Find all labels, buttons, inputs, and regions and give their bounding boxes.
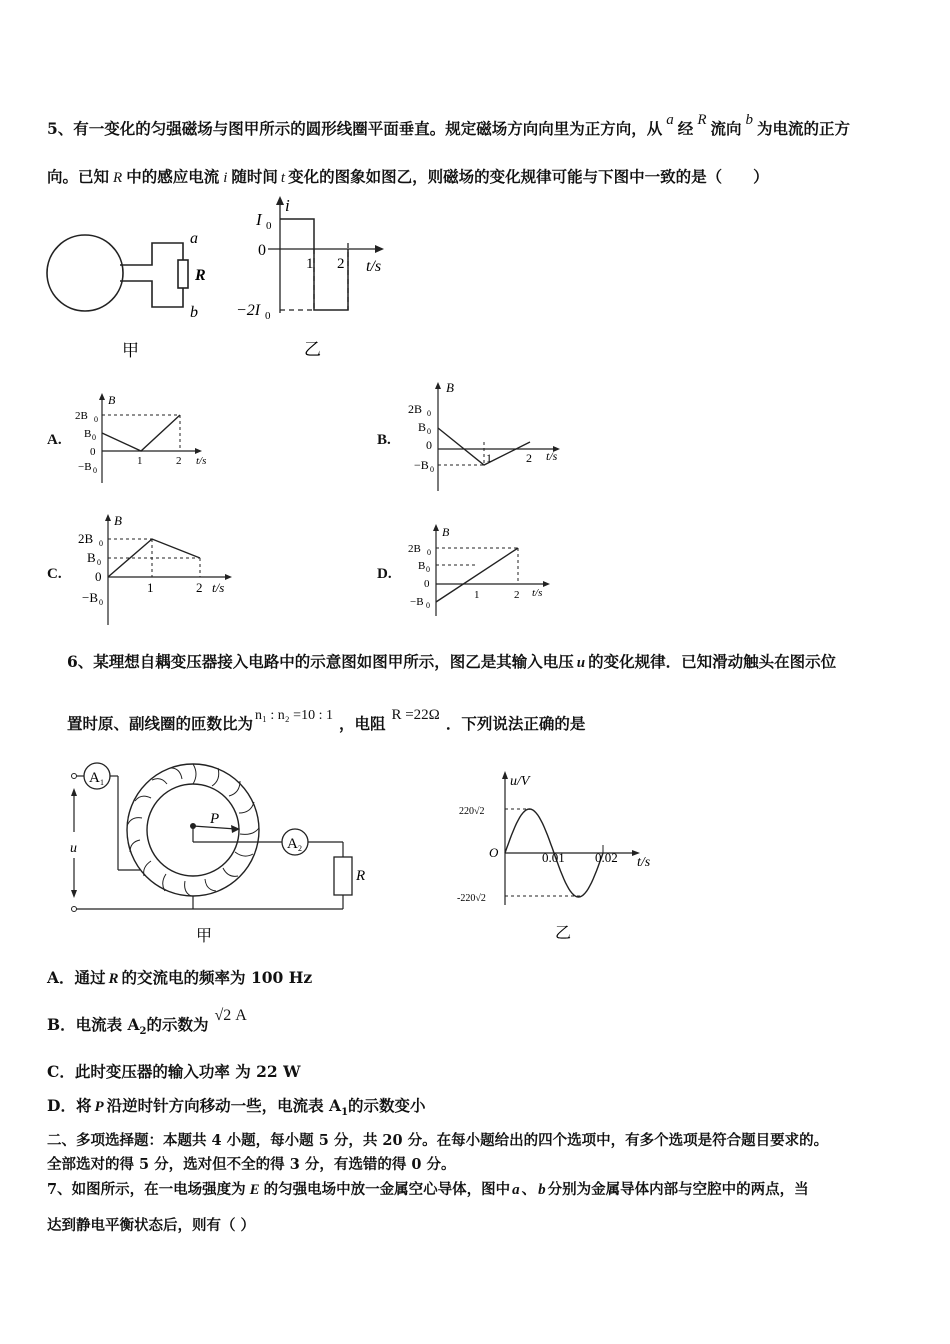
svg-text:2: 2 [196, 580, 203, 595]
svg-text:1: 1 [137, 455, 143, 467]
svg-text:t/s: t/s [546, 449, 558, 463]
svg-text:0: 0 [426, 438, 432, 452]
svg-text:A: A [287, 836, 298, 852]
b-curve [102, 415, 180, 451]
svg-text:2B: 2B [75, 410, 88, 422]
svg-text:0: 0 [427, 427, 431, 436]
svg-text:0: 0 [427, 548, 431, 557]
label-a: a [190, 230, 198, 247]
svg-text:0: 0 [266, 220, 272, 232]
q6-option-c[interactable]: C．此时变压器的输入功率 为 22 W [47, 1062, 301, 1081]
svg-text:220√2: 220√2 [459, 806, 485, 817]
svg-text:B: B [87, 550, 96, 565]
svg-text:0: 0 [99, 598, 103, 607]
q5-line2: 向。已知 R 中的感应电流 i 随时间 t 变化的图象如图乙，则磁场的变化规律可能与下图中一致的是（ ） [47, 167, 769, 186]
resistor-symbol [334, 857, 352, 895]
svg-text:2B: 2B [408, 402, 423, 416]
svg-text:1: 1 [306, 256, 314, 272]
caption-jia: 甲 [196, 928, 213, 945]
svg-text:2B: 2B [408, 543, 421, 555]
svg-text:0: 0 [90, 446, 96, 458]
svg-text:R: R [356, 868, 366, 884]
svg-text:0: 0 [426, 565, 430, 574]
svg-text:2B: 2B [78, 531, 94, 546]
q7-line1: 7、如图所示，在一电场强度为 E 的匀强电场中放一金属空心导体，图中 a 、 b 分别为金属导体内部与空腔中的两点，当 [47, 1181, 809, 1198]
q5-option-a-letter[interactable]: A. [47, 432, 62, 448]
svg-text:−B: −B [414, 458, 429, 472]
svg-text:0: 0 [258, 242, 266, 259]
q6-voltage-graph [455, 765, 670, 945]
svg-text:0: 0 [94, 415, 98, 424]
svg-text:0: 0 [424, 578, 430, 590]
svg-text:0: 0 [427, 409, 431, 418]
svg-text:−B: −B [410, 596, 424, 608]
q5-option-c-graph[interactable] [72, 510, 242, 630]
q7-line2: 达到静电平衡状态后，则有（ ） [47, 1217, 256, 1234]
svg-text:1: 1 [147, 580, 154, 595]
svg-text:2: 2 [298, 844, 302, 853]
q6-option-b[interactable]: B．电流表 $A_2$的示数为 √2 A [47, 1007, 247, 1038]
section2-line1: 二、多项选择题：本题共 4 小题，每小题 5 分，共 20 分。在每小题给出的四个选项中，有多个选项是符合题目要求的。 [47, 1132, 829, 1149]
svg-text:1: 1 [474, 589, 480, 601]
q6-line2: 置时原、副线圈的匝数比为 n₁ : n₂ =10 : 1 ，电阻 R =22Ω ．下列说法正确的是 [67, 707, 586, 733]
svg-text:2: 2 [514, 589, 520, 601]
svg-text:−2I: −2I [236, 302, 261, 319]
svg-text:B: B [446, 380, 454, 395]
q5-option-d-graph[interactable] [400, 520, 570, 620]
caption-yi: 乙 [304, 340, 321, 359]
q5-option-c-letter[interactable]: C. [47, 566, 62, 582]
b-curve [438, 428, 530, 465]
resistor-symbol [178, 260, 188, 288]
q5-option-b-letter[interactable]: B. [377, 432, 391, 448]
svg-text:B: B [114, 513, 122, 528]
svg-text:t/s: t/s [196, 455, 207, 467]
svg-text:t/s: t/s [637, 855, 651, 870]
svg-text:u/V: u/V [510, 774, 530, 789]
q5-line1: 5、有一变化的匀强磁场与图甲所示的圆形线圈平面垂直。规定磁场方向向里为正方向，从 a 经 R 流向 b 为电流的正方 [47, 112, 851, 138]
svg-text:A: A [89, 770, 100, 786]
q6-circuit-figure [60, 752, 380, 947]
svg-text:0: 0 [92, 433, 96, 442]
coil-loop [47, 235, 123, 311]
svg-text:0.01: 0.01 [542, 850, 565, 865]
q5-option-b-graph[interactable] [400, 376, 570, 496]
svg-text:P: P [210, 811, 220, 827]
svg-text:0: 0 [99, 539, 103, 548]
q5-option-d-letter[interactable]: D. [377, 566, 392, 582]
q5-coil-figure [40, 215, 230, 360]
svg-text:t/s: t/s [532, 587, 543, 599]
svg-text:0: 0 [265, 310, 271, 322]
caption-yi: 乙 [555, 925, 572, 942]
svg-text:0: 0 [430, 465, 434, 474]
svg-text:B: B [418, 420, 427, 434]
q5-option-a-graph[interactable] [70, 388, 230, 488]
label-R: R [195, 267, 206, 284]
section2-line2: 全部选对的得 5 分，选对但不全的得 3 分，有选错的得 0 分。 [47, 1156, 456, 1173]
svg-text:O: O [489, 845, 499, 860]
svg-text:B: B [84, 428, 92, 440]
q6-line1: 6、某理想自耦变压器接入电路中的示意图如图甲所示，图乙是其输入电压 u 的变化规律．已知滑动触头在图示位 [67, 652, 837, 671]
svg-text:-220√2: -220√2 [457, 893, 486, 904]
svg-text:2: 2 [337, 256, 345, 272]
svg-text:2: 2 [176, 455, 182, 467]
q6-option-d[interactable]: D．将 P 沿逆时针方向移动一些，电流表 $A_1$的示数变小 [47, 1096, 426, 1119]
svg-text:t/s: t/s [366, 258, 382, 275]
svg-text:1: 1 [486, 451, 492, 465]
svg-text:0.02: 0.02 [595, 850, 618, 865]
svg-text:i: i [285, 196, 290, 215]
q6-option-a[interactable]: A．通过 R 的交流电的频率为 100 Hz [47, 968, 313, 987]
svg-text:B: B [108, 393, 116, 407]
label-b: b [190, 304, 198, 321]
svg-text:0: 0 [93, 466, 97, 475]
svg-text:1: 1 [100, 778, 104, 787]
caption-jia: 甲 [122, 341, 139, 360]
q5-current-graph [228, 193, 398, 363]
svg-text:I: I [256, 210, 262, 229]
svg-text:t/s: t/s [212, 580, 225, 595]
svg-text:2: 2 [526, 451, 532, 465]
svg-text:u: u [70, 841, 77, 856]
svg-text:B: B [442, 525, 450, 539]
svg-text:0: 0 [426, 601, 430, 610]
svg-text:−B: −B [82, 590, 99, 605]
svg-text:0: 0 [97, 558, 101, 567]
svg-text:0: 0 [95, 569, 102, 584]
svg-text:B: B [418, 560, 426, 572]
svg-text:−B: −B [78, 461, 92, 473]
